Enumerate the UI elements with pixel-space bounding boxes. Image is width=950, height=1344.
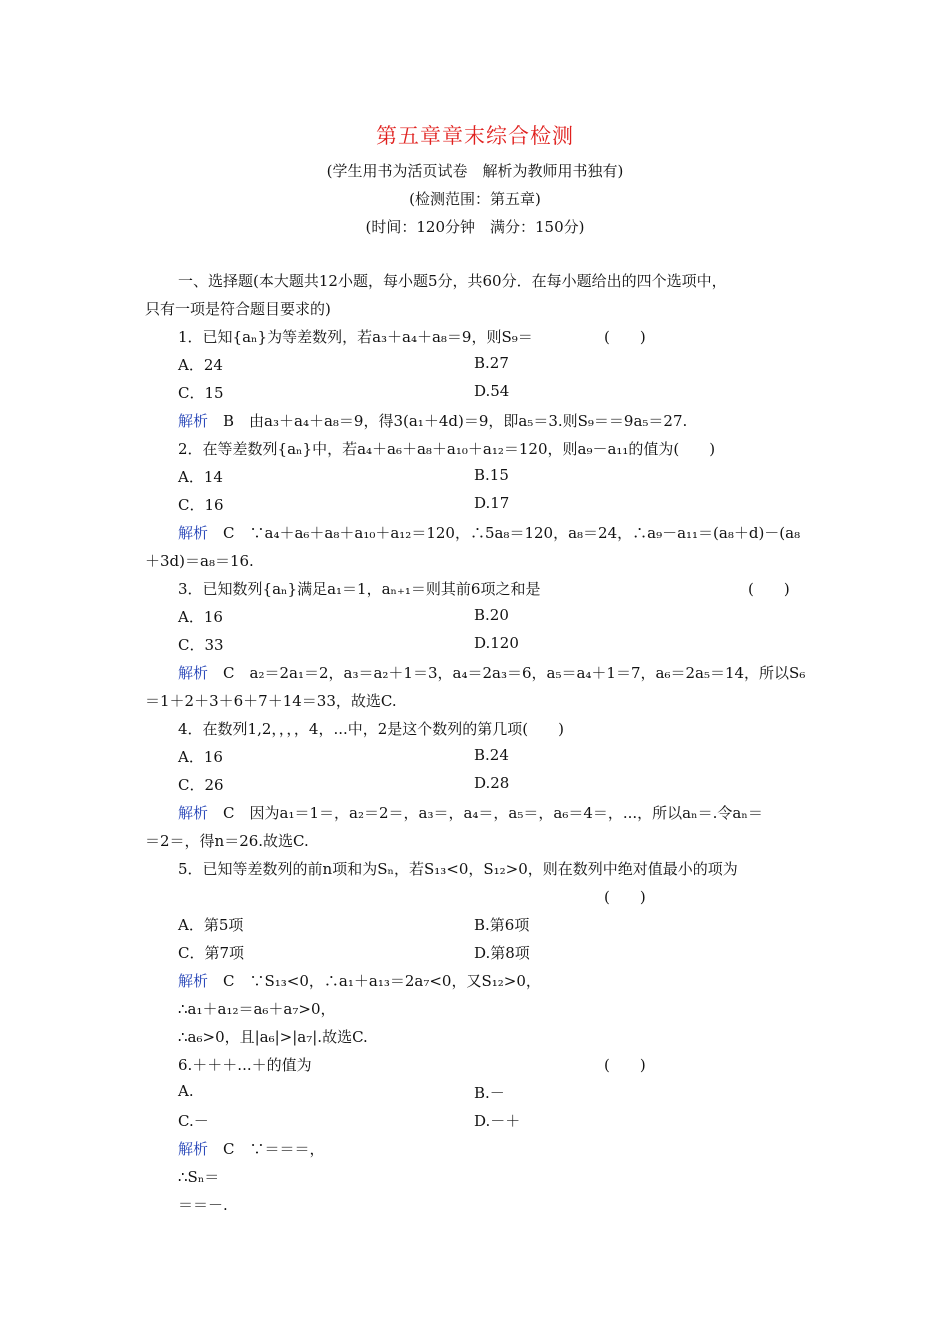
question-6-option-a: A. xyxy=(178,1082,194,1100)
solution-text: C ∵S₁₃<0，∴a₁＋a₁₃＝2a₇<0，又S₁₂>0， xyxy=(223,972,541,990)
question-6-stem: 6.＋＋＋...＋的值为 xyxy=(178,1056,312,1074)
question-5-bracket: ( ) xyxy=(604,888,646,906)
question-2-option-d: D.17 xyxy=(474,494,510,512)
section-heading: 一、选择题(本大题共12小题，每小题5分，共60分．在每小题给出的四个选项中， xyxy=(178,272,727,290)
question-4-option-b: B.24 xyxy=(474,746,509,764)
question-4-option-c: C．26 xyxy=(178,776,224,794)
question-2-option-a: A．14 xyxy=(178,468,223,486)
question-1-option-c: C．15 xyxy=(178,384,224,402)
question-1-bracket: ( ) xyxy=(604,328,646,346)
solution-text: C ∵a₄＋a₆＋a₈＋a₁₀＋a₁₂＝120，∴5a₈＝120，a₈＝24，∴a₉－a₁₁＝(a₈＋d)－(a₈ xyxy=(223,524,801,542)
question-2-solution-cont: ＋3d)＝a₈＝16. xyxy=(145,552,254,570)
question-3-option-a: A．16 xyxy=(178,608,223,626)
question-6-option-d: D.－＋ xyxy=(474,1112,521,1130)
question-2-stem: 2．在等差数列{aₙ}中，若a₄＋a₆＋a₈＋a₁₀＋a₁₂＝120，则a₉－a₁₁的值为( ) xyxy=(178,440,716,458)
question-4-option-d: D.28 xyxy=(474,774,510,792)
question-5-stem: 5．已知等差数列的前n项和为Sₙ，若S₁₃<0，S₁₂>0，则在数列中绝对值最小的项为 xyxy=(178,860,738,878)
subtitle-note: (学生用书为活页试卷 解析为教师用书独有) xyxy=(326,162,624,180)
solution-label: 解析 xyxy=(178,972,209,990)
subtitle-time: (时间：120分钟 满分：150分) xyxy=(365,218,585,236)
question-5-solution-line3: ∴a₆>0，且|a₆|>|a₇|.故选C. xyxy=(178,1028,368,1046)
question-5-solution xyxy=(178,970,541,991)
question-1-option-d: D.54 xyxy=(474,382,510,400)
question-1-option-a: A．24 xyxy=(178,356,223,374)
question-4-option-a: A．16 xyxy=(178,748,223,766)
question-5-solution-line2: ∴a₁＋a₁₂＝a₆＋a₇>0， xyxy=(178,1000,336,1018)
solution-label: 解析 xyxy=(178,524,209,542)
question-3-option-b: B.20 xyxy=(474,606,509,624)
question-6-bracket: ( ) xyxy=(604,1056,646,1074)
question-6-option-b: B.－ xyxy=(474,1084,505,1102)
question-6-solution xyxy=(178,1138,325,1159)
question-3-stem: 3．已知数列{aₙ}满足a₁＝1，aₙ₊₁＝则其前6项之和是 xyxy=(178,580,541,598)
question-5-option-c: C．第7项 xyxy=(178,944,245,962)
question-2-solution xyxy=(178,522,800,543)
question-3-bracket: ( ) xyxy=(748,580,790,598)
solution-text: C a₂＝2a₁＝2，a₃＝a₂＋1＝3，a₄＝2a₃＝6，a₅＝a₄＋1＝7，a₆＝2a₅＝14，所以S₆ xyxy=(223,664,806,682)
subtitle-scope: (检测范围：第五章) xyxy=(409,190,541,208)
solution-text: B 由a₃＋a₄＋a₈＝9，得3(a₁＋4d)＝9，即a₅＝3.则S₉＝＝9a₅＝27. xyxy=(223,412,688,430)
solution-label: 解析 xyxy=(178,664,209,682)
question-4-solution-cont: ＝2＝，得n＝26.故选C. xyxy=(145,832,309,850)
question-3-solution xyxy=(178,662,805,683)
solution-label: 解析 xyxy=(178,412,209,430)
question-3-solution-cont: ＝1＋2＋3＋6＋7＋14＝33，故选C. xyxy=(145,692,397,710)
question-5-option-b: B.第6项 xyxy=(474,916,530,934)
question-2-option-c: C．16 xyxy=(178,496,224,514)
question-6-solution-line3: ＝＝－. xyxy=(178,1196,228,1214)
section-heading-cont: 只有一项是符合题目要求的) xyxy=(145,300,331,318)
solution-label: 解析 xyxy=(178,804,209,822)
question-1-stem: 1．已知{aₙ}为等差数列，若a₃＋a₄＋a₈＝9，则S₉＝ xyxy=(178,328,533,346)
solution-text: C ∵＝＝＝， xyxy=(223,1140,325,1158)
solution-text: C 因为a₁＝1＝，a₂＝2＝，a₃＝，a₄＝，a₅＝，a₆＝4＝，...，所以aₙ＝.令aₙ＝ xyxy=(223,804,763,822)
question-6-solution-line2: ∴Sₙ＝ xyxy=(178,1168,220,1186)
question-1-solution xyxy=(178,410,687,431)
question-6-option-c: C.－ xyxy=(178,1112,209,1130)
question-1-option-b: B.27 xyxy=(474,354,509,372)
question-3-option-c: C．33 xyxy=(178,636,224,654)
question-2-option-b: B.15 xyxy=(474,466,509,484)
question-5-option-d: D.第8项 xyxy=(474,944,530,962)
question-4-stem: 4．在数列1,2，，，，4，...中，2是这个数列的第几项( ) xyxy=(178,720,564,738)
question-4-solution xyxy=(178,802,763,823)
page-title: 第五章章末综合检测 xyxy=(376,124,574,148)
solution-label: 解析 xyxy=(178,1140,209,1158)
question-5-option-a: A．第5项 xyxy=(178,916,244,934)
question-3-option-d: D.120 xyxy=(474,634,519,652)
